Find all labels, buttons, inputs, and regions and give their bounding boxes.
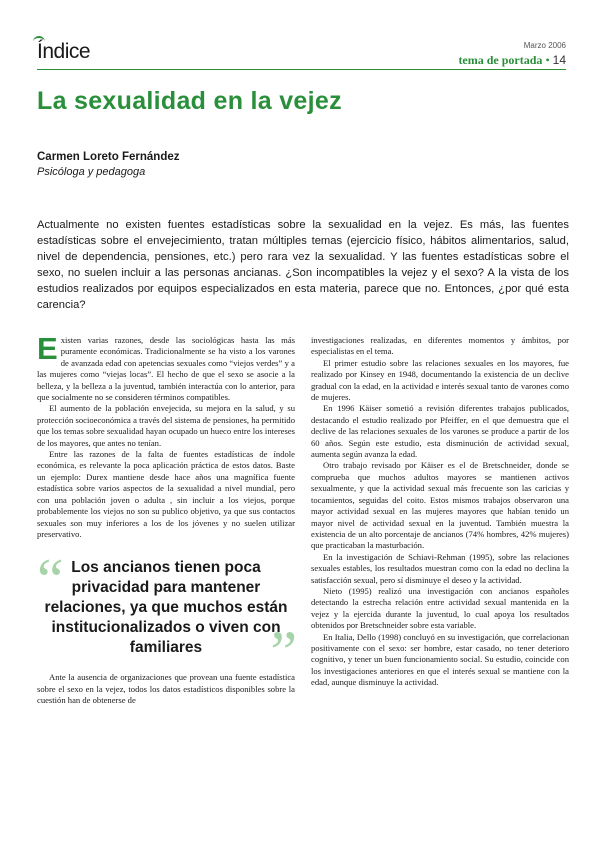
paragraph: En 1996 Käiser sometió a revisión diferentes trabajos publicados, destacando el estudio realizado por Pfeiffer, en el que demuestra que el declive de las relaciones sexuales de los varones se produce a partir de los 60 años. Según este estudio, esta disminución de actividad sexual, aumenta según avanza la edad. [311, 403, 569, 460]
drop-cap: E [37, 331, 58, 366]
close-quote-icon: ” [270, 619, 297, 686]
article-title: La sexualidad en la vejez [37, 87, 342, 115]
pull-quote-text: Los ancianos tienen poca privacidad para mantener relaciones, ya que muchos están institucionalizados o viven con familiares [44, 559, 288, 657]
article-abstract: Actualmente no existen fuentes estadísticas sobre la sexualidad en la vejez. Es más, las fuentes estadísticas sobre el envejecimiento, tratan múltiples temas (ejercicio físico, hábitos alimentarios, salud, nivel de dependencia, pensiones, etc.) pero rara vez la sexualidad. Y las fuentes estadísticas sobre el sexo, no suelen incluir a las personas ancianas. ¿Son incompatibles la vejez y el sexo? A la vista de los estudios realizados por equipos especializados en esta materia, parece que no. Entonces, ¿por qué esta carencia? [37, 219, 569, 311]
section-header [458, 53, 566, 68]
section-name: tema de portada [458, 53, 543, 67]
pull-quote [37, 547, 297, 686]
author-role: Psicóloga y pedagoga [37, 166, 146, 178]
header-rule [37, 69, 566, 70]
paragraph: Existen varias razones, desde las sociológicas hasta las más puramente económicas. Tradicionalmente se ha visto a los varones de avanzada edad con apetencias sexuales como “viejos verdes” y a las mujeres como “viejas locas”. El hecho de que el sexo se asocie a la belleza, y la belleza a la juventud, también interactúa con lo anterior, para que socialmente no se consideren términos compatibles. [37, 331, 295, 403]
author-name: Carmen Loreto Fernández [37, 151, 180, 163]
publication-logo: Índice [37, 40, 91, 63]
paragraph: Nieto (1995) realizó una investigación con ancianos españoles detectando la estrecha relación entre actividad sexual mantenida en la vejez y la ejercida durante la juventud, lo cual apoya los resultados obtenidos por Bretschneider sobre esta variable. [311, 585, 569, 631]
issue-date: Marzo 2006 [523, 41, 566, 50]
paragraph: investigaciones realizadas, en diferentes momentos y ámbitos, por especialistas en el tema. [311, 335, 569, 357]
separator-dot-icon: • [545, 53, 550, 67]
right-column [311, 335, 569, 689]
page-number: 14 [552, 53, 566, 67]
open-quote-icon: “ [37, 547, 64, 614]
paragraph: El primer estudio sobre las relaciones sexuales en los mayores, fue realizado por Kinsey en 1948, documentando la existencia de un declive gradual con la edad, en la actividad e interés sexual tanto de varones como de mujeres. [311, 357, 569, 403]
paragraph: El aumento de la población envejecida, su mejora en la salud, y su protección socioeconómica a través del sistema de pensiones, ha permitido que los temas sobre sexualidad hayan ocupado un hueco entre los intereses de los mayores, que antes no tenían. [37, 403, 295, 448]
paragraph: Entre las razones de la falta de fuentes estadísticas de índole económica, es relevante la poca aplicación práctica de estos datos. Baste un ejemplo: Durex mantiene desde hace años una magnífica fuente estadística sobre varios aspectos de la sexualidad a nivel mundial, pero con una población joven o adulta , sin incluir a los viejos, porque probablemente los viejos no son su publico objetivo, ya que sus contactos sexuales son muy inferiores a los de los jóvenes y no suelen utilizar preservativo. [37, 449, 295, 539]
paragraph: En la investigación de Schiavi-Rehman (1995), sobre las relaciones sexuales estables, los resultados muestran como con la edad no declina la satisfacción sexual, pero sí disminuye el deseo y la actividad. [311, 551, 569, 585]
paragraph: En Italia, Dello (1998) concluyó en su investigación, que correlacionan positivamente con el sexo: ser hombre, estar casado, no tener deterioro cognitivo, y tener un buen funcionamiento social. Su estudio, coincide con los investigaciones anteriores en que el interés sexual se mantiene con la edad, aunque disminuye la actividad. [311, 631, 569, 688]
paragraph: Otro trabajo revisado por Käiser es el de Bretschneider, donde se comprueba que muchos adultos mayores se mantienen activos sexualmente, y que la actividad sexual más frecuente son las caricias y tocamientos, seguidas del coito. Estos mismos trabajos observaron una mayor actividad sexual en las mujeres mayores que habían tenido un mayor nivel de actividad sexual en la juventud. También muestra la existencia de un alto porcentaje de ancianos (74% hombres, 42% mujeres) que practicaban la masturbación. [311, 460, 569, 551]
paragraph: Ante la ausencia de organizaciones que provean una fuente estadística sobre el sexo en la vejez, todos los datos estadísticos disponibles sobre la cuestión han de obtenerse de [37, 672, 295, 706]
left-column [37, 331, 297, 707]
